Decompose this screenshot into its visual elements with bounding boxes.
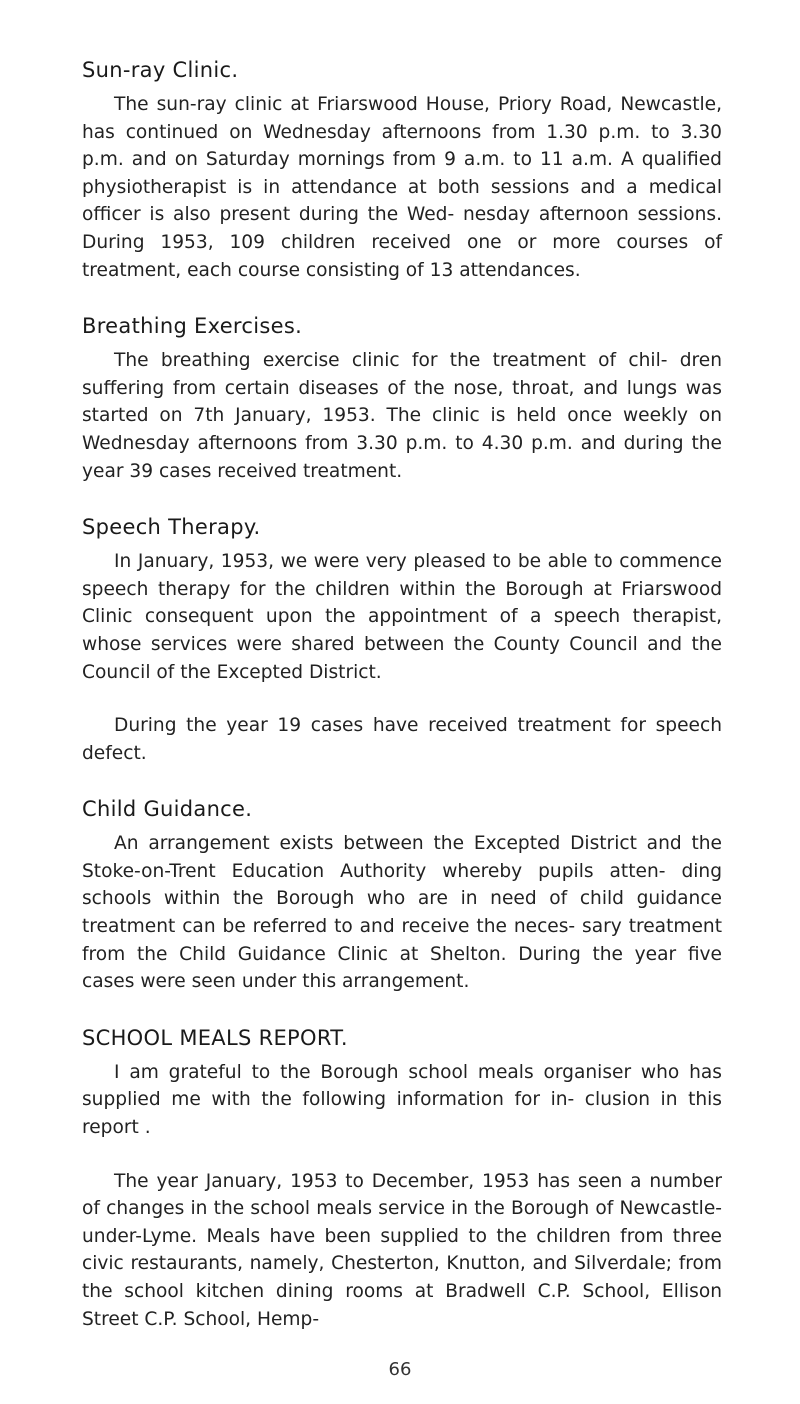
paragraph-sunray-1: The sun-ray clinic at Friarswood House, Priory Road, Newcastle, has continued on Wednesday afternoons from 1.30 p.m. to 3.30 p.m. and on Saturday mornings from 9 a.m. to 11 a.m. A qualified physiotherapist is in attendance at both sessions and a medical officer is also present during the Wed- nesday afternoon sessions. During 1953, 109 children received one or more courses of treatment, each course consisting of 13 attendances. bbox=[82, 94, 722, 281]
paragraph-guidance-1: An arrangement exists between the Excepted District and the Stoke-on-Trent Education Authority whereby pupils atten- ding schools within the Borough who are in need of child guidance treatment can be referred to and receive the neces- sary treatment from the Child Guidance Clinic at Shelton. During the year five cases were seen under this arrangement. bbox=[82, 833, 722, 993]
paragraph-meals-1: I am grateful to the Borough school meals organiser who has supplied me with the following information for in- clusion in this report . bbox=[82, 1061, 722, 1139]
section-heading-breathing: Breathing Exercises. bbox=[82, 314, 303, 339]
document-page bbox=[82, 56, 722, 1333]
paragraph-meals-2: The year January, 1953 to December, 1953 has seen a number of changes in the school meals service in the Borough of Newcastle-under-Lyme. Meals have been supplied to the children from three civic restaurants, namely, Chesterton, Knutton, and Silverdale; from the school kitchen dining rooms at Bradwell C.P. School, Ellison Street C.P. School, Hemp- bbox=[82, 1170, 722, 1330]
section-heading-sunray: Sun-ray Clinic. bbox=[82, 58, 239, 82]
paragraph-speech-2: During the year 19 cases have received treatment for speech defect. bbox=[82, 715, 722, 764]
section-heading-guidance: Child Guidance. bbox=[82, 797, 253, 822]
section-heading-speech: Speech Therapy. bbox=[82, 515, 261, 540]
paragraph-breathing-1: The breathing exercise clinic for the treatment of chil- dren suffering from certain diseases of the nose, throat, and lungs was started on 7th January, 1953. The clinic is held once weekly on Wednesday afternoons from 3.30 p.m. to 4.30 p.m. and during the year 39 cases received treatment. bbox=[82, 350, 722, 482]
section-heading-meals: SCHOOL MEALS REPORT. bbox=[82, 1025, 348, 1050]
paragraph-speech-1: In January, 1953, we were very pleased to be able to commence speech therapy for the children within the Borough at Friarswood Clinic consequent upon the appointment of a speech therapist, whose services were shared between the County Council and the Council of the Excepted District. bbox=[82, 551, 722, 683]
page-number: 66 bbox=[388, 1359, 412, 1380]
